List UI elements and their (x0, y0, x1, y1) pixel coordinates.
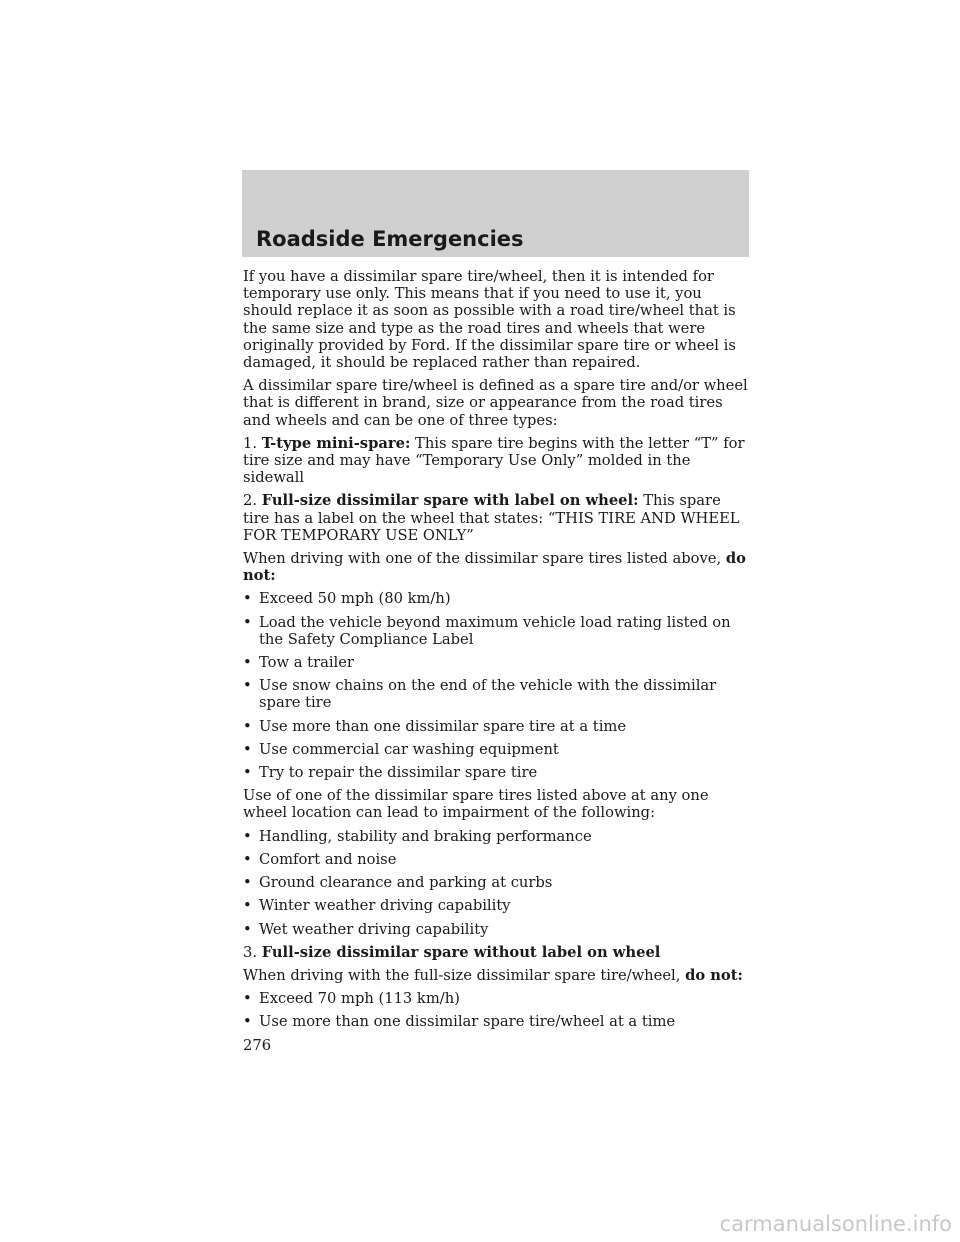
bullet-icon: • (243, 740, 252, 758)
bullet-icon: • (243, 850, 252, 868)
do-not-intro-1-text: When driving with one of the dissimilar spare tires listed above, (243, 550, 726, 568)
bullet-icon: • (243, 613, 252, 631)
list-item: • Use snow chains on the end of the vehicle with the dissimilar spare tire (243, 677, 717, 712)
list-item: • Exceed 50 mph (80 km/h) (243, 590, 451, 608)
bullet-icon: • (243, 717, 252, 735)
list-item: • Ground clearance and parking at curbs (243, 874, 553, 892)
type-3-number: 3. (243, 943, 258, 961)
type-2-number: 2. (243, 492, 258, 510)
page-body (243, 268, 751, 1054)
list-item: • Winter weather driving capability (243, 897, 511, 915)
list-item: • Use more than one dissimilar spare tire/wheel at a time (243, 1013, 676, 1031)
do-not-intro-2 (243, 967, 751, 984)
type-1-number: 1. (243, 434, 258, 452)
page-number: 276 (243, 1036, 272, 1054)
bullet-icon: • (243, 590, 252, 608)
paragraph-definition: A dissimilar spare tire/wheel is defined as a spare tire and/or wheel that is different in brand, size or appearance from the road tires and wheels and can be one of three types: (243, 377, 748, 429)
bullet-icon: • (243, 920, 252, 938)
type-2-item (243, 492, 751, 544)
list-item: • Try to repair the dissimilar spare tire (243, 764, 538, 782)
paragraph-temporary-use: If you have a dissimilar spare tire/wheel, then it is intended for temporary use only. This means that if you need to use it, you should replace it as soon as possible with a road tire/wheel that is the same size and type as the road tires and wheels that were originally provided by Ford. If the dissimilar spare tire or wheel is damaged, it should be replaced rather than repaired. (243, 268, 736, 372)
list-item: • Use more than one dissimilar spare tire at a time (243, 717, 627, 735)
bullet-icon: • (243, 1013, 252, 1031)
list-item: • Tow a trailer (243, 654, 354, 672)
bullet-icon: • (243, 897, 252, 915)
do-not-intro-1 (243, 550, 751, 584)
type-2-text: This spare tire has a label on the wheel that states: “THIS TIRE AND WHEEL FOR TEMPORARY USE ONLY” (243, 492, 740, 544)
type-1-item (243, 435, 751, 487)
list-item: • Load the vehicle beyond maximum vehicle load rating listed on the Safety Compliance Label (243, 613, 731, 648)
bullet-icon: • (243, 990, 252, 1008)
bullet-icon: • (243, 874, 252, 892)
do-not-intro-2-text: When driving with the full-size dissimilar spare tire/wheel, (243, 966, 686, 984)
do-not-intro-1-bold: do not: (243, 550, 746, 585)
do-not-list-1 (243, 590, 751, 781)
bullet-icon: • (243, 677, 252, 695)
list-item: • Wet weather driving capability (243, 920, 489, 938)
list-item: • Exceed 70 mph (113 km/h) (243, 990, 460, 1008)
type-1-text: This spare tire begins with the letter “T” for tire size and may have “Temporary Use Only” molded in the sidewall (243, 434, 745, 487)
watermark: carmanualsonline.info (719, 1212, 952, 1236)
bullet-icon: • (243, 654, 252, 672)
type-1-label: T-type mini-spare: (261, 434, 411, 452)
section-title: Roadside Emergencies (256, 227, 524, 251)
bullet-icon: • (243, 827, 252, 845)
paragraph-impairment: Use of one of the dissimilar spare tires listed above at any one wheel location can lead to impairment of the following: (243, 787, 709, 822)
do-not-list-2 (243, 990, 751, 1030)
do-not-intro-2-bold: do not: (685, 966, 743, 984)
type-2-label: Full-size dissimilar spare with label on wheel: (261, 492, 639, 510)
impairment-list (243, 828, 751, 938)
section-header-band (242, 170, 749, 257)
type-3-label: Full-size dissimilar spare without label on wheel (261, 943, 661, 961)
list-item: • Use commercial car washing equipment (243, 740, 559, 758)
list-item: • Handling, stability and braking performance (243, 827, 592, 845)
bullet-icon: • (243, 764, 252, 782)
type-3-item (243, 944, 751, 961)
list-item: • Comfort and noise (243, 850, 397, 868)
